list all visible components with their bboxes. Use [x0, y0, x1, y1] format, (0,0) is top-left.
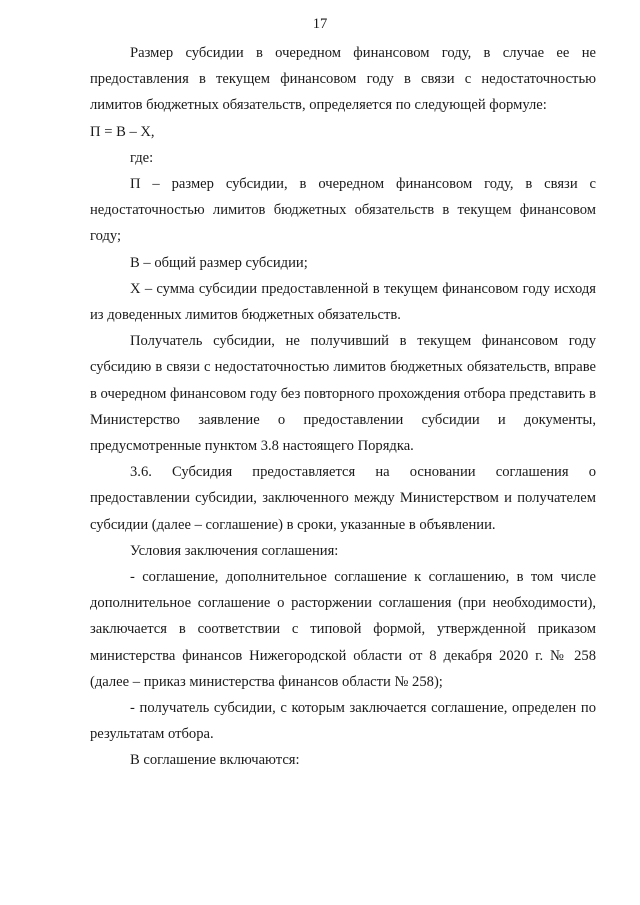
paragraph-def-b: В – общий размер субсидии;	[130, 254, 308, 271]
paragraph-condition-2: - получатель субсидии, с которым заключается соглашение, определен по результатам отбора.	[90, 700, 596, 743]
document-body	[90, 40, 596, 774]
formula: П = В – Х,	[90, 123, 155, 140]
paragraph-includes: В соглашение включаются:	[130, 752, 300, 769]
paragraph-subsidy-size: Размер субсидии в очередном финансовом году, в случае ее не предоставления в текущем финансовом году в связи с недостаточностью лимитов бюджетных обязательств, определяется по следующей формуле:	[90, 45, 596, 114]
paragraph-condition-1: - соглашение, дополнительное соглашение к соглашению, в том числе дополнительное соглашение о расторжении соглашения (при необходимости), заключается в соответствии с типовой формой, утвержденной приказом министерства финансов Нижегородской области от 8 декабря 2020 г. № 258 (далее – приказ министерства финансов области № 258);	[90, 569, 596, 690]
paragraph-conditions: Условия заключения соглашения:	[130, 542, 339, 559]
paragraph-where: где:	[130, 149, 154, 166]
paragraph-def-p: П – размер субсидии, в очередном финансовом году, в связи с недостаточностью лимитов бюджетных обязательств в текущем финансовом году;	[90, 176, 596, 245]
paragraph-def-x: Х – сумма субсидии предоставленной в текущем финансовом году исходя из доведенных лимитов бюджетных обязательств.	[90, 280, 596, 324]
paragraph-recipient: Получатель субсидии, не получивший в текущем финансовом году субсидию в связи с недостаточностью лимитов бюджетных обязательств, вправе в очередном финансовом году без повторного прохождения отбора представить в Министерство заявление о предоставлении субсидии и документы, предусмотренные пунктом 3.8 настоящего Порядка.	[90, 333, 596, 455]
page-number: 17	[312, 16, 328, 32]
paragraph-3-6: 3.6. Субсидия предоставляется на основании соглашения о предоставлении субсидии, заключенного между Министерством и получателем субсидии (далее – соглашение) в сроки, указанные в объявлении.	[90, 464, 596, 533]
